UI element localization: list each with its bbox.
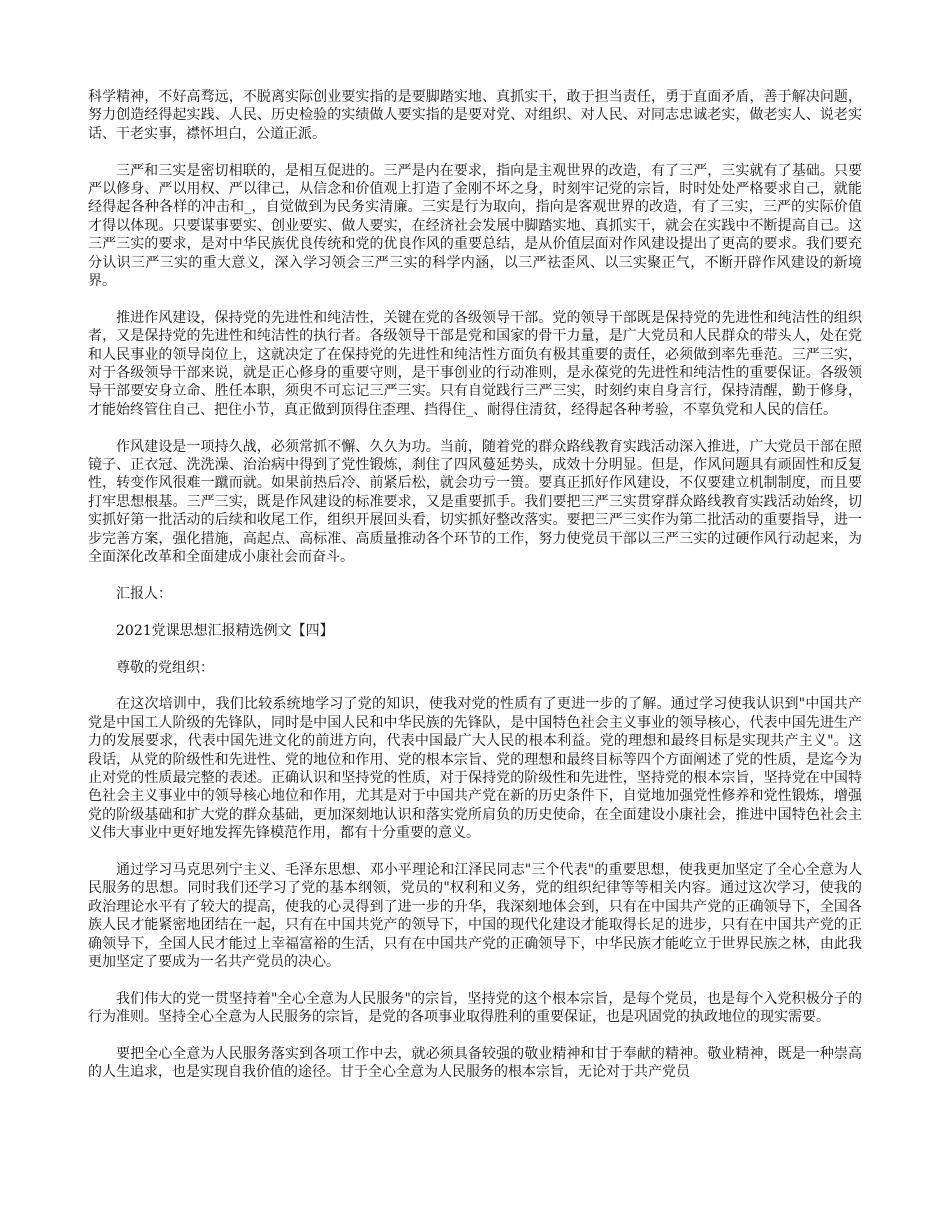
paragraph-serve-people: 我们伟大的党一贯坚持着"全心全意为人民服务"的宗旨，坚持党的这个根本宗旨，是每个党员，也是每个入党积极分子的行为准则。坚持全心全意为人民服务的宗旨，是党的各项事业取得胜利的重要保证，也是巩固党的执政地位的现实需要。	[88, 990, 862, 1026]
reporter-label: 汇报人：	[116, 585, 172, 602]
document-page	[88, 88, 862, 1100]
paragraph-theory-study: 通过学习马克思列宁主义、毛泽东思想、邓小平理论和江泽民同志"三个代表"的重要思想，使我更加坚定了全心全意为人民服务的思想。同时我们还学习了党的基本纲领，党员的"权利和义务，党的组织纪律等等相关内容。通过这次学习，使我的政治理论水平有了较大的提高，使我的心灵得到了进一步的升华，我深刻地体会到，只有在中国共产党的正确领导下，全国各族人民才能紧密地团结在一起，只有在中国共党产的领导下，中国的现代化建设才能取得长足的进步，只有在中国共产党的正确领导下，全国人民才能过上幸福富裕的生活，只有在中国共产党的正确领导下，中华民族才能屹立于世界民族之林，由此我更加坚定了要成为一名共产党员的决心。	[88, 861, 862, 970]
paragraph-dedication: 要把全心全意为人民服务落实到各项工作中去，就必须具备较强的敬业精神和甘于奉献的精神。敬业精神，既是一种崇高的人生追求，也是实现自我价值的途径。甘于全心全意为人民服务的根本宗旨，无论对于共产党员	[88, 1045, 862, 1081]
paragraph-style-building: 作风建设是一项持久战，必须常抓不懈、久久为功。当前，随着党的群众路线教育实践活动深入推进，广大党员干部在照镜子、正衣冠、洗洗澡、治治病中得到了党性锻炼，刹住了四风蔓延势头，成效十分明显。但是，作风问题具有顽固性和反复性，转变作风很难一蹴而就。如果前热后冷、前紧后松，就会功亏一篑。要真正抓好作风建设，不仅要建立机制制度，而且要打牢思想根基。三严三实，既是作风建设的标准要求，又是重要抓手。我们要把三严三实贯穿群众路线教育实践活动始终，切实抓好第一批活动的后续和收尾工作，组织开展回头看，切实抓好整改落实。要把三严三实作为第二批活动的重要指导，进一步完善方案，强化措施，高起点、高标准、高质量推动各个环节的工作，努力使党员干部以三严三实的过硬作风行动起来，为全面深化改革和全面建成小康社会而奋斗。	[88, 438, 862, 566]
paragraph-leading-cadres: 推进作风建设，保持党的先进性和纯洁性，关键在党的各级领导干部。党的领导干部既是保持党的先进性和纯洁性的组织者，又是保持党的先进性和纯洁性的执行者。各级领导干部是党和国家的骨干力量，是广大党员和人民群众的带头人，处在党和人民事业的领导岗位上，这就决定了在保持党的先进性和纯洁性方面负有极其重要的责任，必须做到率先垂范。三严三实，对于各级领导干部来说，就是正心修身的重要守则，是干事创业的行动准则，是永葆党的先进性和纯洁性的重要保证。各级领导干部要安身立命、胜任本职，须臾不可忘记三严三实。只有自觉践行三严三实，时刻约束自身言行，保持清醒，勤于修身，才能始终管住自己、把住小节，真正做到顶得住歪理、挡得住_、耐得住清贫，经得起各种考验，不辜负党和人民的信任。	[88, 309, 862, 418]
section-heading: 2021党课思想汇报精选例文【四】	[116, 622, 334, 639]
paragraph-training: 在这次培训中，我们比较系统地学习了党的知识，使我对党的性质有了更进一步的了解。通过学习使我认识到"中国共产党是中国工人阶级的先锋队，同时是中国人民和中华民族的先锋队，是中国特色社会主义事业的领导核心，代表中国先进生产力的发展要求，代表中国先进文化的前进方向，代表中国最广大人民的根本利益。党的理想和最终目标是实现共产主义"。这段话，从党的阶级性和先进性、党的地位和作用、党的根本宗旨、党的理想和最终目标等四个方面阐述了党的性质，是迄今为止对党的性质最完整的表述。正确认识和坚持党的性质，对于保持党的阶级性和先进性，坚持党的根本宗旨，坚持党在中国特色社会主义事业中的领导核心地位和作用，尤其是对于中国共产党在新的历史条件下，自觉地加强党性修养和党性锻炼，增强党的阶级基础和扩大党的群众基础，更加深刻地认识和落实党所肩负的历史使命，在全面建设小康社会，推进中国特色社会主义伟大事业中更好地发挥先锋模范作用，都有十分重要的意义。	[88, 696, 862, 842]
salutation: 尊敬的党组织：	[116, 659, 214, 676]
paragraph-three-strict-three-solid: 三严和三实是密切相联的，是相互促进的。三严是内在要求，指向是主观世界的改造，有了三严，三实就有了基础。只要严以修身、严以用权、严以律己，从信念和价值观上打造了金刚不坏之身，时刻牢记党的宗旨，时时处处严格要求自己，就能经得起各种各样的冲击和_，自觉做到为民务实清廉。三实是行为取向，指向是客观世界的改造，有了三实，三严的实际价值才得以体现。只要谋事要实、创业要实、做人要实，在经济社会发展中脚踏实地、真抓实干，就会在实践中不断提高自己。这三严三实的要求，是对中华民族优良传统和党的优良作风的重要总结，是从价值层面对作风建设提出了更高的要求。我们要充分认识三严三实的重大意义，深入学习领会三严三实的科学内涵，以三严祛歪风、以三实聚正气，不断开辟作风建设的新境界。	[88, 162, 862, 290]
paragraph-science-spirit: 科学精神，不好高骛远，不脱离实际创业要实指的是要脚踏实地、真抓实干，敢于担当责任，勇于直面矛盾，善于解决问题，努力创造经得起实践、人民、历史检验的实绩做人要实指的是要对党、对组织、对人民、对同志忠诚老实，做老实人、说老实话、干老实事，襟怀坦白，公道正派。	[88, 89, 862, 142]
